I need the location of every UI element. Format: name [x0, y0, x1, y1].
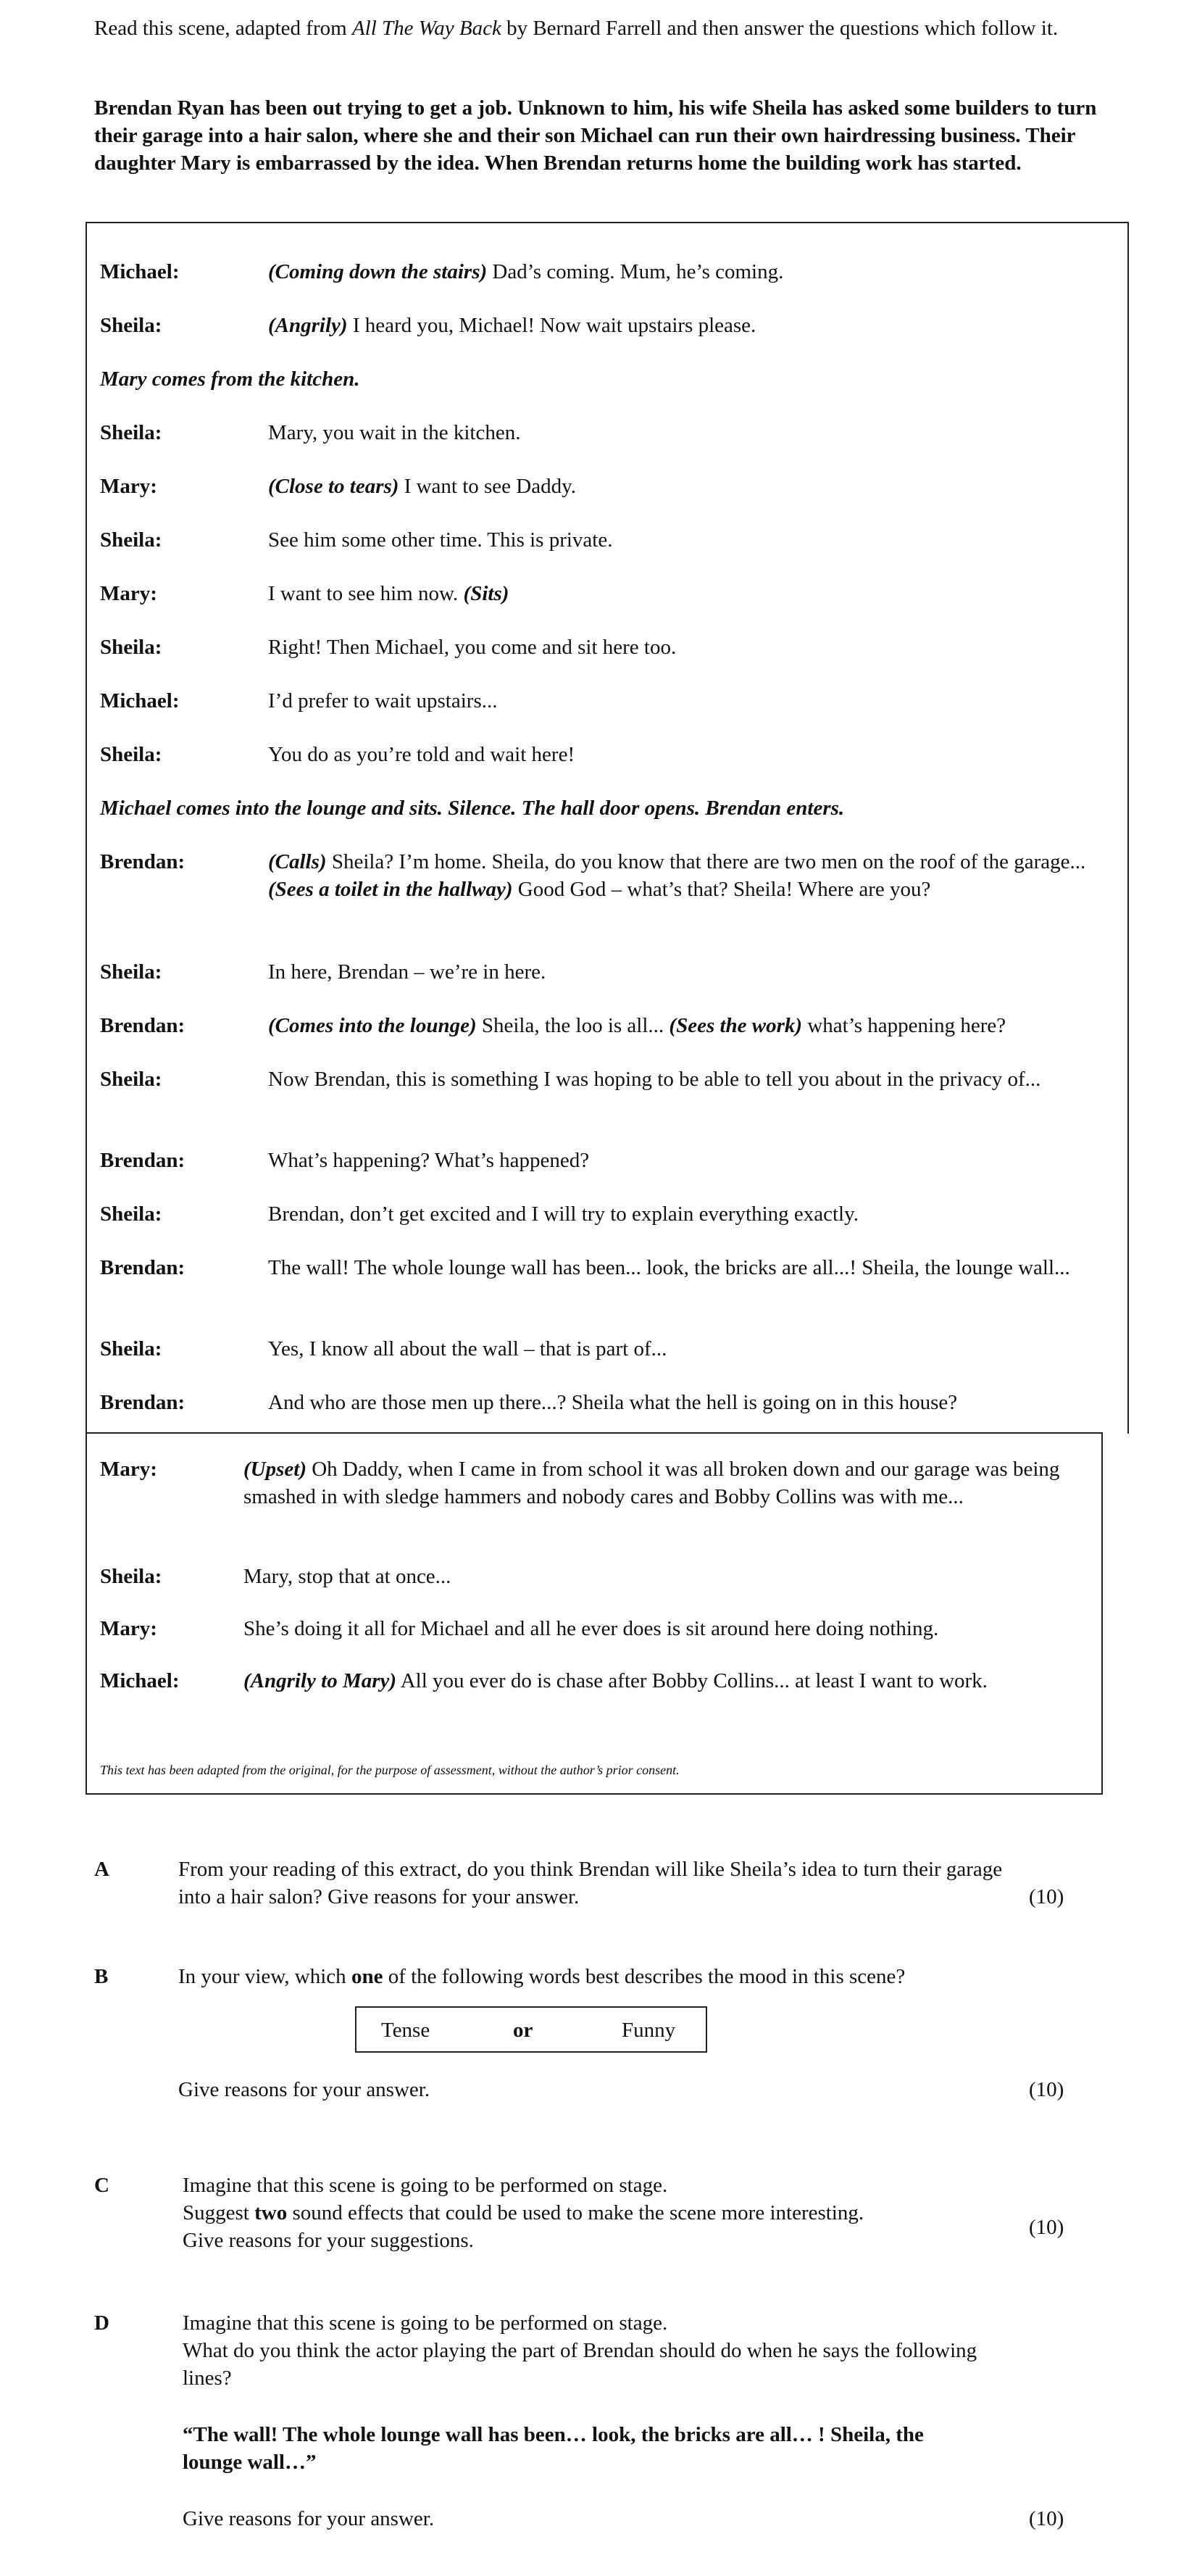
dialogue-line: And who are those men up there...? Sheila what the hell is going on in this house? — [268, 1391, 958, 1414]
speaker-label: Mary: — [100, 1617, 157, 1640]
adaptation-note: This text has been adapted from the original, for the purpose of assessment, without the author’s prior consent. — [100, 1763, 680, 1777]
dialogue-line: What’s happening? What’s happened? — [268, 1149, 590, 1172]
speaker-label: Brendan: — [100, 1149, 185, 1172]
speaker-label: Sheila: — [100, 1068, 162, 1091]
dialogue-line: I want to see him now. (Sits) — [268, 582, 509, 605]
speaker-label: Sheila: — [100, 960, 162, 984]
question-b-letter: B — [94, 1965, 109, 1988]
speaker-label: Sheila: — [100, 743, 162, 766]
question-b-text: In your view, which one of the following words best describes the mood in this scene? — [178, 1965, 906, 1988]
dialogue-line: (Calls) Sheila? I’m home. Sheila, do you know that there are two men on the roof of the garage... (Sees a toilet in the hallway) Good God – what’s that? Sheila! Where are you? — [268, 850, 1086, 901]
speaker-label: Brendan: — [100, 1014, 185, 1037]
question-d-line1: Imagine that this scene is going to be performed on stage. — [183, 2311, 668, 2335]
speaker-label: Brendan: — [100, 1391, 185, 1414]
question-c-line1: Imagine that this scene is going to be performed on stage. — [183, 2174, 668, 2197]
dialogue-line: (Angrily to Mary) All you ever do is chase after Bobby Collins... at least I want to work. — [243, 1669, 988, 1692]
stage-direction: Mary comes from the kitchen. — [100, 367, 360, 391]
dialogue-line: I’d prefer to wait upstairs... — [268, 689, 498, 712]
intro-prefix: Read this scene, adapted from — [94, 17, 352, 40]
question-b-marks: (10) — [1029, 2078, 1064, 2101]
dialogue-line: See him some other time. This is private. — [268, 528, 613, 552]
script-box-upper — [86, 222, 1129, 1434]
speaker-label: Brendan: — [100, 1256, 185, 1279]
intro-suffix: by Bernard Farrell and then answer the questions which follow it. — [501, 17, 1059, 40]
dialogue-line: Brendan, don’t get excited and I will try to explain everything exactly. — [268, 1202, 859, 1226]
choice-funny: Funny — [622, 2019, 676, 2042]
speaker-label: Sheila: — [100, 1202, 162, 1226]
dialogue-line: (Close to tears) I want to see Daddy. — [268, 475, 576, 498]
mood-choice-box — [355, 2006, 707, 2053]
speaker-label: Sheila: — [100, 1565, 162, 1588]
question-d-line2: What do you think the actor playing the part of Brendan should do when he says the following lines? — [183, 2339, 977, 2390]
question-c-marks: (10) — [1029, 2216, 1064, 2239]
question-c-letter: C — [94, 2174, 109, 2197]
speaker-label: Sheila: — [100, 421, 162, 444]
speaker-label: Michael: — [100, 689, 180, 712]
dialogue-line: Now Brendan, this is something I was hoping to be able to tell you about in the privacy of... — [268, 1068, 1041, 1091]
question-d-letter: D — [94, 2311, 109, 2335]
speaker-label: Sheila: — [100, 314, 162, 337]
question-d-reasons: Give reasons for your answer. — [183, 2507, 435, 2530]
dialogue-line: Yes, I know all about the wall – that is part of... — [268, 1337, 667, 1360]
question-a-text: From your reading of this extract, do you think Brendan will like Sheila’s idea to turn their garage into a hair salon? Give reasons for your answer. — [178, 1858, 1003, 1908]
question-a-marks: (10) — [1029, 1885, 1064, 1908]
dialogue-line: Mary, stop that at once... — [243, 1565, 451, 1588]
speaker-label: Michael: — [100, 260, 180, 283]
speaker-label: Sheila: — [100, 1337, 162, 1360]
question-c-line3: Give reasons for your suggestions. — [183, 2229, 474, 2252]
question-c-line2: Suggest two sound effects that could be used to make the scene more interesting. — [183, 2201, 864, 2224]
dialogue-line: (Upset) Oh Daddy, when I came in from school it was all broken down and our garage was being smashed in with sledge hammers and nobody cares and Bobby Collins was with me... — [243, 1458, 1060, 1508]
dialogue-line: In here, Brendan – we’re in here. — [268, 960, 546, 984]
question-b-reasons: Give reasons for your answer. — [178, 2078, 430, 2101]
speaker-label: Mary: — [100, 1458, 157, 1481]
dialogue-line: You do as you’re told and wait here! — [268, 743, 575, 766]
scene-summary: Brendan Ryan has been out trying to get a job. Unknown to him, his wife Sheila has asked some builders to turn their garage into a hair salon, where she and their son Michael can run their own hairdressing business. Their daughter Mary is embarrassed by the idea. When Brendan returns home the building work has started. — [94, 96, 1097, 175]
intro-instruction — [94, 14, 1123, 42]
choice-tense: Tense — [381, 2019, 430, 2042]
dialogue-line: Right! Then Michael, you come and sit here too. — [268, 636, 677, 659]
speaker-label: Mary: — [100, 475, 157, 498]
question-d-quote: “The wall! The whole lounge wall has been… look, the bricks are all… ! Sheila, the lounge wall…” — [183, 2423, 924, 2474]
speaker-label: Mary: — [100, 582, 157, 605]
stage-direction: Michael comes into the lounge and sits. Silence. The hall door opens. Brendan enters. — [100, 797, 845, 820]
dialogue-line: (Angrily) I heard you, Michael! Now wait upstairs please. — [268, 314, 756, 337]
play-title: All The Way Back — [351, 17, 501, 40]
speaker-label: Sheila: — [100, 636, 162, 659]
question-d-marks: (10) — [1029, 2507, 1064, 2530]
dialogue-line: (Comes into the lounge) Sheila, the loo is all... (Sees the work) what’s happening here? — [268, 1014, 1006, 1037]
question-a-letter: A — [94, 1858, 109, 1881]
choice-or: or — [513, 2019, 533, 2042]
dialogue-line: She’s doing it all for Michael and all he ever does is sit around here doing nothing. — [243, 1617, 939, 1640]
speaker-label: Michael: — [100, 1669, 180, 1692]
dialogue-line: Mary, you wait in the kitchen. — [268, 421, 521, 444]
dialogue-line: (Coming down the stairs) Dad’s coming. Mum, he’s coming. — [268, 260, 784, 283]
speaker-label: Brendan: — [100, 850, 185, 873]
speaker-label: Sheila: — [100, 528, 162, 552]
dialogue-line: The wall! The whole lounge wall has been... look, the bricks are all...! Sheila, the lounge wall... — [268, 1256, 1070, 1279]
